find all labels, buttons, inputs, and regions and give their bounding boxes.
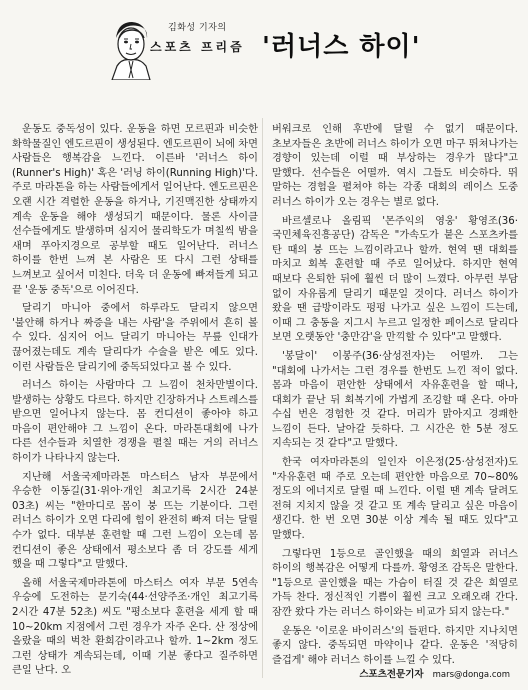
paragraph: 버워크로 인해 후반에 달릴 수 없기 때문이다. 초보자들은 초반에 러너스 하이가 오면 마구 뛰쳐나가는 경향이 있는데 이럴 때 부상하는 경우가 많다"고 말했다. 선수들은 어떨까. 역시 그들도 비슷하다. 뛰 말하는 경험을 펼쳐야 하는 각종 대회의 레이스 도중 러너스 하이가 오는 경우는 별로 없다. <box>272 124 518 208</box>
paragraph: '봉달이' 이봉주(36·삼성전자)는 어떨까. 그는 "대회에 나가서는 그런 경우를 한번도 느낀 적이 없다. 몸과 마음이 편안한 상태에서 자유훈련을 할 때나, 대회가 끝난 뒤 회복기에 가볍게 조깅할 때 온다. 아마 수십 번은 경험한 것 같다. 머리가 맑아지고 경쾌한 느낌이 든다. 날아갈 듯하다. 그 시간은 한 5분 정도 지속되는 것 같다"고 말했다. <box>272 350 518 450</box>
paragraph: 그렇다면 1등으로 골인했을 때의 희열과 러너스 하이의 행복감은 어떻게 다를까. 황영조 감독은 말한다. "1등으로 골인했을 때는 가슴이 터질 것 같은 희열로 가득 찬다. 정신적인 기쁨이 훨씬 크고 오래오래 간다. 잠깐 왔다 가는 러너스 하이와는 비교가 되지 않는다." <box>272 548 518 618</box>
reporter-signature <box>359 666 510 680</box>
paragraph: 운동도 중독성이 있다. 운동을 하면 모르핀과 비슷한 화학물질인 엔도르핀이 생성된다. 엔도르핀이 뇌에 차면 사람들은 행복감을 느낀다. 이른바 '러너스 하이(Runner's High)' 혹은 '러닝 하이(Running High)'다. 주로 마라톤을 하는 사람들에게서 일어난다. 엔도르핀은 오랜 시간 격렬한 운동을 하거나, 기진맥진한 상태까지 계속 운동을 해야 생성되기 때문이다. 물론 사이클 선수들에게도 발생하며 심지어 물리학도가 며칠씩 밤을 새며 푸아지경으로 공부할 때도 일어난다. 러너스 하이를 한번 느껴 본 사람은 또 다시 그런 상태를 느껴보고 싶어서 미친다. 더욱 더 운동에 빠져들게 되고 끝 '운동 중독'으로 이어진다. <box>12 124 258 296</box>
paragraph: 한국 여자마라톤의 일인자 이은정(25·삼성전자)도 "자유훈련 때 주로 오는데 편안한 마음으로 70~80% 정도의 에너지로 달릴 때 느낀다. 이럴 땐 계속 달려도 전혀 지치지 않을 것 같고 또 계속 달리고 싶은 마음이 생긴다. 한 번 오면 30분 이상 계속 될 때도 있다"고 말했다. <box>272 457 518 542</box>
reporter-title: 스포츠전문기자 <box>359 669 424 680</box>
paragraph: 러너스 하이는 사람마다 그 느낌이 천차만별이다. 발생하는 상황도 다르다. 하지만 긴장하거나 스트레스를 받으면 일어나지 않는다. 몸 컨디션이 좋아야 하고 마음이 편안해야 그 느낌이 온다. 마라톤대회에 나가 다른 선수들과 치열한 경쟁을 펼칠 때는 거의 러너스 하이가 나타나지 않는다. <box>12 380 258 465</box>
column-divider <box>262 118 263 678</box>
reporter-email[interactable]: mars@donga.com <box>432 670 510 680</box>
column-name: 스포츠 프리즘 <box>150 40 245 54</box>
paragraph: 달리기 마니아 중에서 하루라도 달리지 않으면 '불안해 하거나 짜증을 내는 사람'을 주위에서 흔히 볼 수 있다. 심지어 어느 달리기 마니아는 무릎 인대가 끊어졌는데도 계속 달리다가 수술을 받은 예도 있다. 이런 사람들은 달리기에 중독되었다고 볼 수 있다. <box>12 303 258 373</box>
paragraph: 올해 서울국제마라톤에 마스터스 여자 부문 5연속 우승에 도전하는 문기숙(44·선양주조·개인 최고기록 2시간 47분 52초) 씨도 "평소보다 훈련을 세게 할 때 10~20km 지점에서 그런 경우가 자주 온다. 산 정상에 올랐을 때의 벅찬 환희감이라고나 할까. 1~2km 정도 그런 상태가 계속되는데, 이때 기분 좋다고 질주하면 큰일 난다. 오 <box>12 577 258 677</box>
byline: 김화성 기자의 <box>168 23 227 33</box>
left-column <box>12 123 258 679</box>
right-column <box>272 123 518 668</box>
paragraph: 지난해 서울국제마라톤 마스터스 남자 부문에서 우승한 이동길(31·위아·개인 최고기록 2시간 24분 03초) 씨는 "한마디로 몸이 붕 뜨는 기분이다. 그런 러너스 하이가 오면 다리에 힘이 완전히 빠져 더는 달릴 수가 없다. 대부분 훈련할 때 그런 느낌이 오는데 몸 컨디션이 좋은 상태에서 평소보다 좀 더 강도를 세게 했을 때 그렇다"고 말했다. <box>12 471 258 571</box>
paragraph: 운동은 '이로운 바이러스'의 들펀다. 하지만 지나치면 좋지 않다. 중독되면 마약이나 같다. 운동은 '적당히 즐겁게' 해야 러너스 하이를 느낄 수 있다. <box>272 625 518 666</box>
column-header <box>0 0 528 112</box>
reporter-caricature <box>108 18 154 80</box>
headline: '러너스 하이' <box>262 32 421 62</box>
paragraph: 바르셀로나 올림픽 '몬주익의 영웅' 황영조(36·국민체육진흥공단) 감독은 "가속도가 붙은 스포츠카를 탄 때의 붕 뜨는 느낌이라고나 할까. 현역 땐 대회를 마치고 회복 훈련할 때 주로 일어났다. 하지만 현역 때보다 은퇴한 뒤에 훨씬 더 많이 느꼈다. 아무런 부담 없이 자유롭게 달리기 때문일 것이다. 러너스 하이가 왔을 땐 급방이라도 펑펑 나가고 싶은 느낌이 드는데, 이때 그 충동을 지그시 누르고 일정한 페이스로 달리다 보면 오랫동안 '충만감'을 만끽할 수 있다"고 말했다. <box>272 215 518 344</box>
